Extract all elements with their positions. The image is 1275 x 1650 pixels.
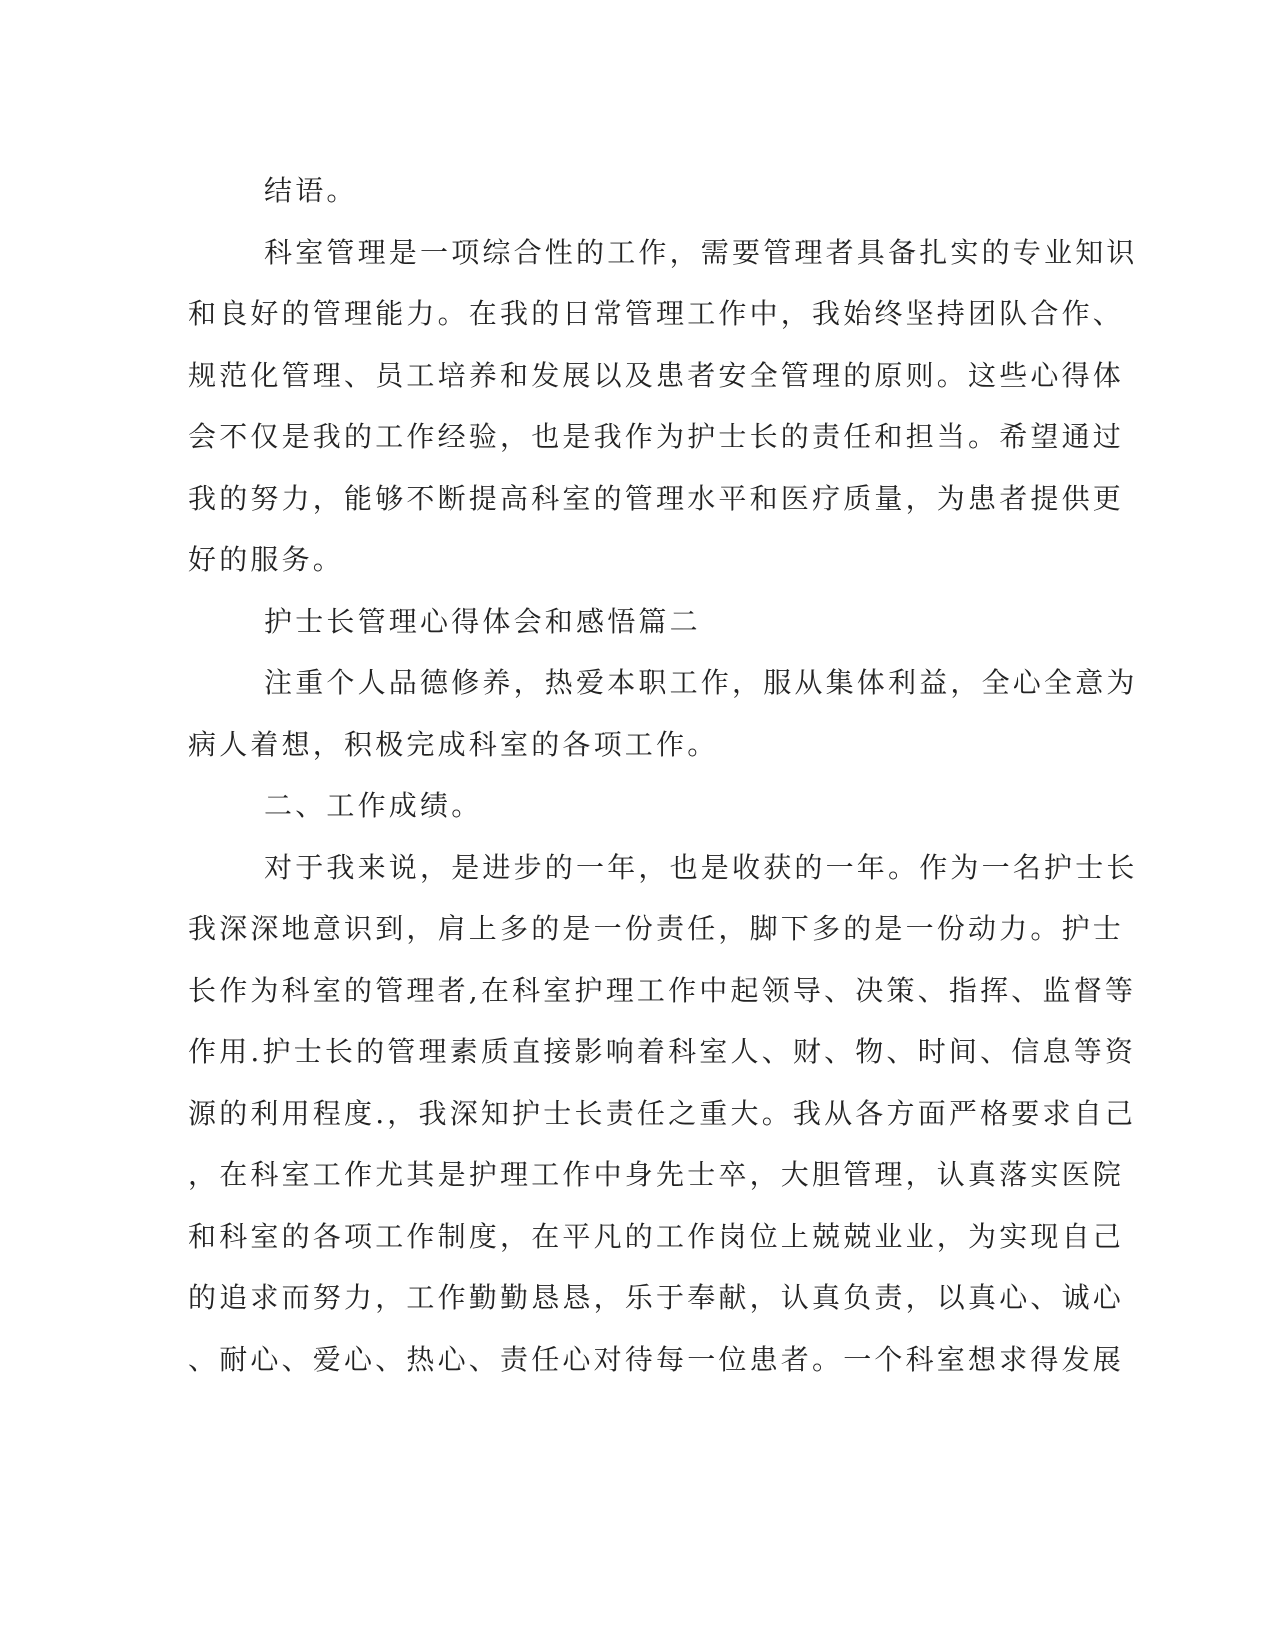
text-line: 的追求而努力，工作勤勤恳恳，乐于奉献，认真负责，以真心、诚心 xyxy=(188,1281,1125,1314)
text-line: 和科室的各项工作制度，在平凡的工作岗位上兢兢业业，为实现自己 xyxy=(188,1219,1125,1253)
text-line: 对于我来说，是进步的一年，也是收获的一年。作为一名护士长 xyxy=(264,850,1138,884)
text-line: 和良好的管理能力。在我的日常管理工作中，我始终坚持团队合作、 xyxy=(188,297,1125,330)
text-line: ，在科室工作尤其是护理工作中身先士卒，大胆管理，认真落实医院 xyxy=(188,1158,1125,1191)
text-line: 、耐心、爱心、热心、责任心对待每一位患者。一个科室想求得发展 xyxy=(188,1342,1125,1376)
text-line: 我深深地意识到，肩上多的是一份责任，脚下多的是一份动力。护士 xyxy=(188,912,1125,945)
section-heading: 护士长管理心得体会和感悟篇二 xyxy=(264,604,701,638)
text-line: 病人着想，积极完成科室的各项工作。 xyxy=(188,727,719,761)
text-line: 会不仅是我的工作经验，也是我作为护士长的责任和担当。希望通过 xyxy=(188,420,1125,453)
document-body xyxy=(188,160,1138,1390)
text-line: 我的努力，能够不断提高科室的管理水平和医疗质量，为患者提供更 xyxy=(188,481,1125,515)
text-line: 规范化管理、员工培养和发展以及患者安全管理的原则。这些心得体 xyxy=(188,358,1125,392)
text-line: 结语。 xyxy=(264,174,358,207)
text-line: 作用.护士长的管理素质直接影响着科室人、财、物、时间、信息等资 xyxy=(188,1035,1137,1068)
text-line: 好的服务。 xyxy=(188,543,345,576)
text-line: 科室管理是一项综合性的工作，需要管理者具备扎实的专业知识 xyxy=(264,235,1138,269)
text-line: 源的利用程度.，我深知护士长责任之重大。我从各方面严格要求自己 xyxy=(188,1096,1137,1130)
text-line: 注重个人品德修养，热爱本职工作，服从集体利益，全心全意为 xyxy=(264,666,1138,699)
subsection-heading: 二、工作成绩。 xyxy=(264,789,483,822)
text-line: 长作为科室的管理者,在科室护理工作中起领导、决策、指挥、监督等 xyxy=(188,973,1137,1007)
